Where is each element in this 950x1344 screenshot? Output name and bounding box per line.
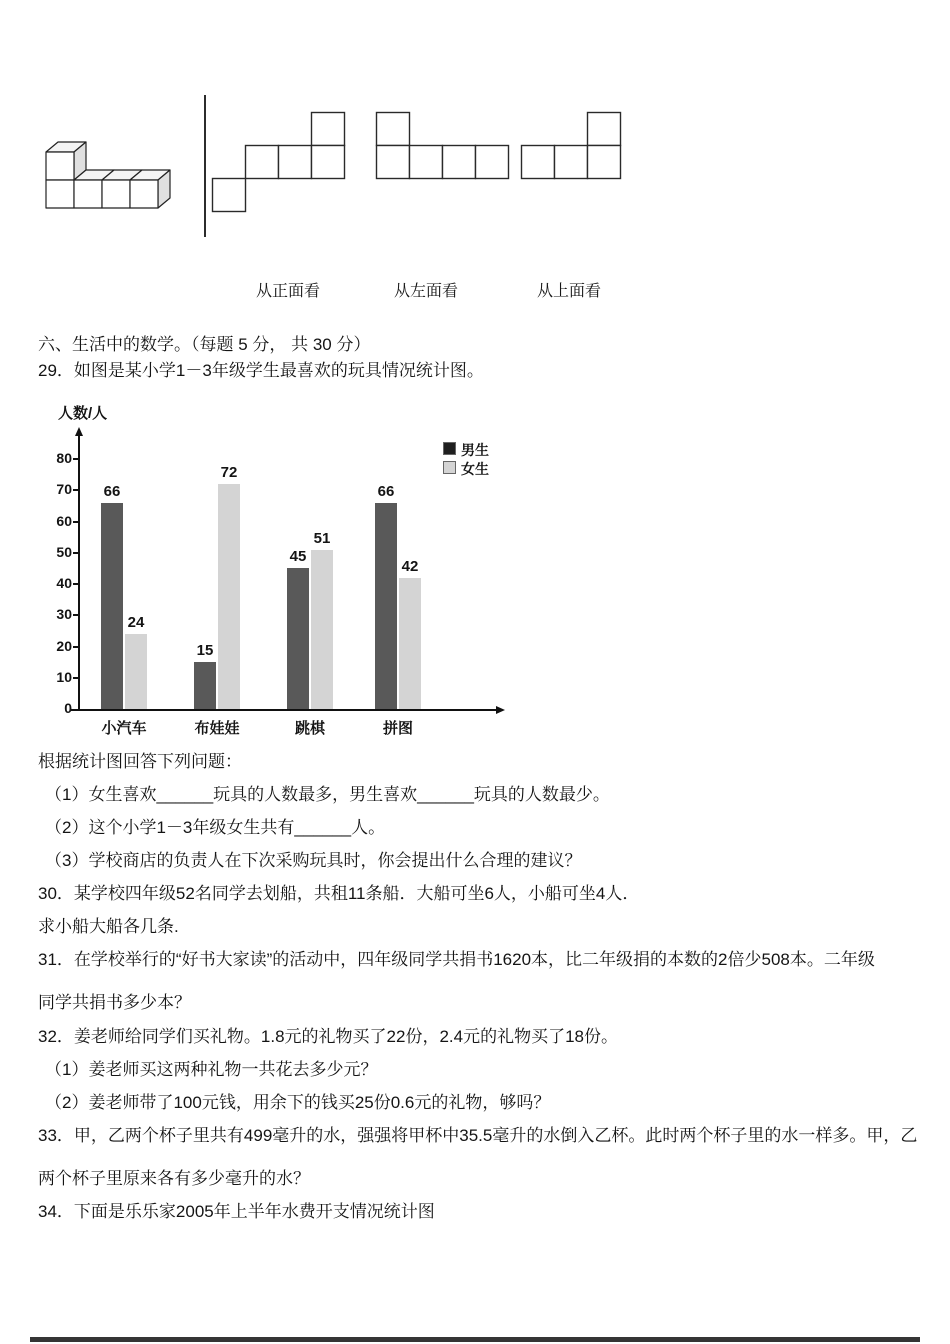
- y-tick-mark: [73, 614, 78, 616]
- y-tick-mark: [73, 458, 78, 460]
- question-30-b: 求小船大船各几条.: [38, 917, 179, 936]
- net-shape-left-view: [375, 111, 511, 181]
- net-shape-front-view: [211, 111, 347, 213]
- legend-label-1: 女生: [461, 461, 489, 477]
- bar-value-label: 15: [196, 642, 214, 660]
- legend-label-0: 男生: [461, 442, 489, 458]
- label-left-view: 从左面看: [393, 283, 458, 300]
- bar-value-label: 51: [313, 529, 331, 547]
- question-29-intro: 29．如图是某小学1－3年级学生最喜欢的玩具情况统计图。: [38, 361, 484, 380]
- question-32: 32．姜老师给同学们买礼物。1.8元的礼物买了22份，2.4元的礼物买了18份。: [38, 1027, 618, 1046]
- y-tick-mark: [73, 552, 78, 554]
- question-30: 30．某学校四年级52名同学去划船，共租11条船．大船可坐6人，小船可坐4人．: [38, 884, 640, 903]
- bar-s1-c0: [125, 634, 147, 709]
- bar-s1-c1: [218, 484, 240, 709]
- y-tick-label-60: 60: [56, 512, 72, 529]
- bar-value-label: 66: [377, 482, 395, 500]
- label-front-view: 从正面看: [255, 283, 320, 300]
- y-tick-mark: [73, 646, 78, 648]
- y-tick-label-40: 40: [56, 575, 72, 591]
- bar-value-label: 24: [127, 614, 145, 631]
- q29-sub3: （3）学校商店的负责人在下次采购玩具时，你会提出什么合理的建议？: [45, 851, 582, 870]
- x-category-label-0: 小汽车: [101, 720, 147, 737]
- q32-sub2: （2）姜老师带了100元钱，用余下的钱买25份0.6元的礼物，够吗？: [45, 1093, 551, 1112]
- y-tick-label-0: 0: [64, 700, 72, 716]
- q29-prompt: 根据统计图回答下列问题：: [38, 752, 242, 771]
- page-bottom-rule: [30, 1337, 920, 1342]
- y-tick-label-30: 30: [56, 606, 72, 623]
- bar-value-label: 72: [220, 464, 238, 481]
- x-category-label-2: 跳棋: [294, 720, 325, 737]
- y-tick-label-50: 50: [56, 543, 72, 560]
- bar-s1-c2: [311, 550, 333, 709]
- bar-s1-c3: [399, 578, 421, 709]
- y-tick-mark: [73, 489, 78, 491]
- figure-separator-line: [204, 95, 206, 237]
- y-tick-label-10: 10: [56, 668, 72, 685]
- q29-sub1: （1）女生喜欢______玩具的人数最多，男生喜欢______玩具的人数最少。: [45, 785, 610, 804]
- question-31-b: 同学共捐书多少本？: [38, 993, 191, 1012]
- x-axis-arrow-icon: [496, 706, 505, 714]
- bar-value-label: 66: [103, 482, 121, 500]
- question-33: 33．甲，乙两个杯子里共有499毫升的水，强强将甲杯中35.5毫升的水倒入乙杯。此时两个杯子里的水一样多。甲，乙: [38, 1126, 918, 1145]
- bar-value-label: 45: [289, 548, 307, 566]
- chart-x-axis: [70, 709, 496, 711]
- y-tick-label-70: 70: [56, 481, 72, 498]
- question-34: 34．下面是乐乐家2005年上半年水费开支情况统计图: [38, 1202, 435, 1221]
- q32-sub1: （1）姜老师买这两种礼物一共花去多少元？: [45, 1060, 378, 1079]
- y-axis-arrow-icon: [75, 427, 83, 436]
- label-top-view: 从上面看: [536, 283, 601, 300]
- bar-value-label: 42: [401, 557, 419, 575]
- legend-swatch-0: [443, 442, 456, 455]
- bar-s0-c0: [101, 503, 123, 709]
- y-tick-mark: [73, 583, 78, 585]
- y-tick-mark: [73, 677, 78, 679]
- y-tick-mark: [73, 521, 78, 523]
- chart-y-axis: [78, 436, 80, 711]
- section-6-heading: 六、生活中的数学。（每题 5 分， 共 30 分）: [38, 335, 371, 354]
- x-category-label-3: 拼图: [382, 720, 413, 737]
- question-31: 31．在学校举行的“好书大家读”的活动中，四年级同学共捐书1620本，比二年级捐的本数的2倍少508本。二年级: [38, 950, 875, 969]
- x-category-label-1: 布娃娃: [194, 720, 240, 737]
- chart-y-axis-title: 人数/人: [58, 405, 108, 422]
- cube-stack-3d-figure: [42, 138, 178, 216]
- toy-preference-bar-chart: [58, 402, 533, 750]
- question-33-b: 两个杯子里原来各有多少毫升的水？: [38, 1169, 310, 1188]
- net-shape-top-view: [520, 111, 623, 181]
- y-tick-label-80: 80: [56, 450, 72, 466]
- q29-sub2: （2）这个小学1－3年级女生共有______人。: [45, 818, 386, 837]
- bar-s0-c1: [194, 662, 216, 709]
- bar-s0-c3: [375, 503, 397, 709]
- y-tick-label-20: 20: [56, 637, 72, 654]
- bar-s0-c2: [287, 568, 309, 709]
- legend-swatch-1: [443, 461, 456, 474]
